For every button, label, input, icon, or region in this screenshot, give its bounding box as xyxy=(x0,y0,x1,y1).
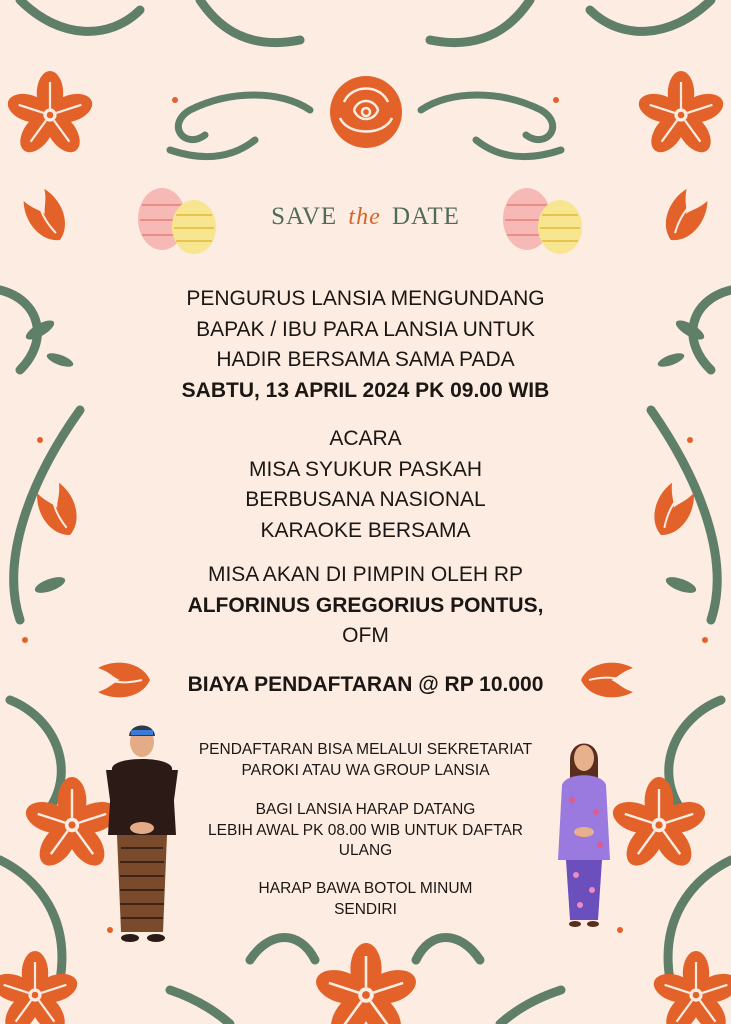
title-date: DATE xyxy=(392,203,460,230)
invitation-line-1: PENGURUS LANSIA MENGUNDANG xyxy=(186,287,545,310)
celebrant-section xyxy=(0,560,731,652)
note-line: SENDIRI xyxy=(334,900,397,918)
bottle-note xyxy=(0,879,731,920)
celebrant-order: OFM xyxy=(342,624,389,647)
note-line: PENDAFTARAN BISA MELALUI SEKRETARIAT xyxy=(198,741,533,758)
invitation-line-2: BAPAK / IBU PARA LANSIA UNTUK xyxy=(196,317,535,341)
note-line: PAROKI ATAU WA GROUP LANSIA xyxy=(241,761,490,779)
event-datetime: SABTU, 13 APRIL 2024 PK 09.00 WIB xyxy=(181,378,550,402)
note-line: ULANG xyxy=(338,842,393,859)
invitation-text xyxy=(0,284,731,406)
note-line: HARAP BAWA BOTOL MINUM xyxy=(258,880,473,897)
agenda-item: MISA SYUKUR PASKAH xyxy=(248,457,482,481)
invitation-line-3: HADIR BERSAMA SAMA PADA xyxy=(216,348,515,371)
title-the: the xyxy=(348,204,381,230)
registration-fee: BIAYA PENDAFTARAN @ RP 10.000 xyxy=(187,673,544,696)
agenda-section xyxy=(0,424,731,546)
title-save: SAVE xyxy=(271,203,338,230)
save-the-date-title xyxy=(0,203,731,231)
agenda-item: KARAOKE BERSAMA xyxy=(260,518,471,542)
note-line: LEBIH AWAL PK 08.00 WIB UNTUK DAFTAR xyxy=(208,821,523,839)
celebrant-line: MISA AKAN DI PIMPIN OLEH RP xyxy=(207,563,524,586)
agenda-item: BERBUSANA NASIONAL xyxy=(245,488,486,511)
celebrant-name: ALFORINUS GREGORIUS PONTUS, xyxy=(187,593,544,617)
agenda-heading: ACARA xyxy=(329,427,402,450)
note-line: BAGI LANSIA HARAP DATANG xyxy=(255,801,476,818)
early-arrival-note xyxy=(0,800,731,862)
registration-note xyxy=(0,740,731,781)
